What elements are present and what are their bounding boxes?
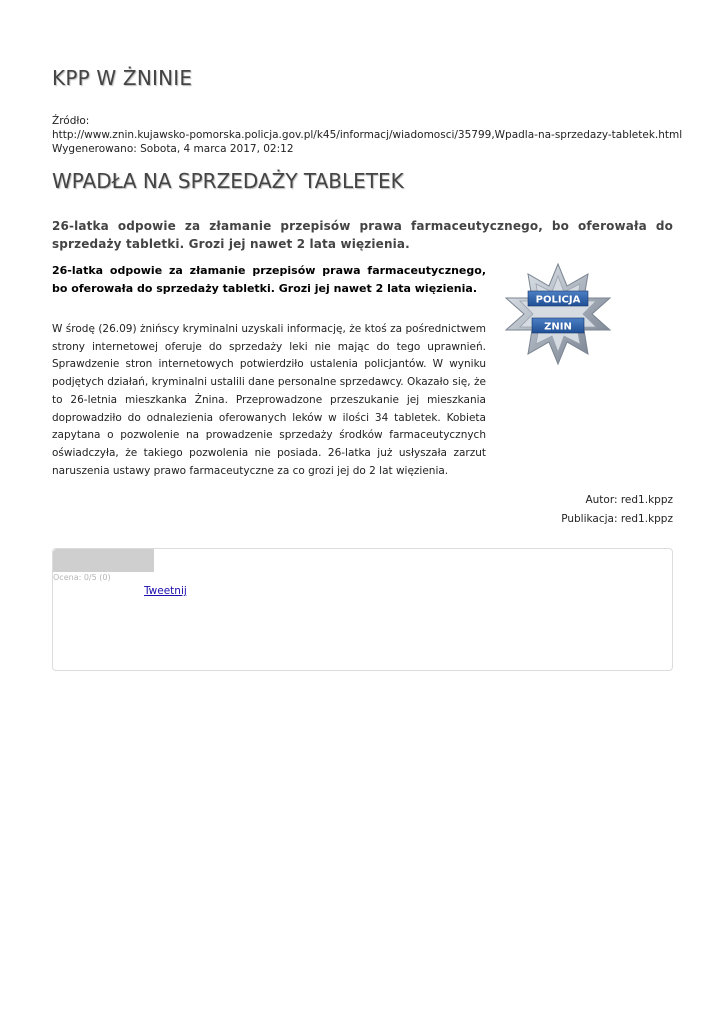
tweet-link[interactable]: Tweetnij	[144, 585, 187, 597]
generated-date: Wygenerowano: Sobota, 4 marca 2017, 02:12	[52, 143, 294, 155]
site-title: KPP W ŻNINIE	[52, 66, 193, 90]
police-badge-image	[498, 262, 618, 366]
police-star-badge-icon	[498, 262, 618, 366]
badge-bottom-text: ZNIN	[544, 321, 572, 333]
author: Autor: red1.kppz	[585, 494, 673, 506]
article-lead-repeat: 26-latka odpowie za złamanie przepisów prawa farmaceutycznego, bo oferowała do sprzedaży tabletki. Grozi jej nawet 2 lata więzienia.	[52, 264, 486, 295]
article-title: WPADŁA NA SPRZEDAŻY TABLETEK	[52, 169, 404, 193]
source-url: http://www.znin.kujawsko-pomorska.policja.gov.pl/k45/informacj/wiadomosci/35799,Wpadla-na-sprzedazy-tabletek.html	[52, 129, 683, 141]
publication: Publikacja: red1.kppz	[561, 513, 673, 525]
badge-top-text: POLICJA	[535, 294, 581, 306]
rating-text: Ocena: 0/5 (0)	[53, 573, 111, 582]
article-meta	[561, 491, 673, 529]
source-block	[52, 114, 682, 156]
rating-stars-bar[interactable]	[53, 549, 154, 572]
source-label: Źródło:	[52, 115, 90, 127]
article-body: W środę (26.09) żnińscy kryminalni uzyskali informację, że ktoś za pośrednictwem strony internetowej oferuje do sprzedaży leki nie mając do tego uprawnień. Sprawdzenie stron internetowych potwierdziło ustalenia policjantów. W wyniku podjętych działań, kryminalni ustalili dane personalne sprzedawcy. Okazało się, że to 26-letnia mieszkanka Żnina. Przeprowadzone przeszukanie jej mieszkania doprowadziło do odnalezienia oferowanych leków w ilości 34 tabletek. Kobieta zapytana o pozwolenie na prowadzenie sprzedaży środków farmaceutycznych oświadczyła, że takiego pozwolenia nie posiada. 26-latka już usłyszała zarzut naruszenia ustawy prawo farmaceutyczne za co grozi jej do 2 lat więzienia.	[52, 323, 486, 477]
article-lead: 26-latka odpowie za złamanie przepisów prawa farmaceutycznego, bo oferowała do sprzedaży tabletki. Grozi jej nawet 2 lata więzienia.	[52, 219, 673, 251]
rating-box	[52, 548, 673, 671]
